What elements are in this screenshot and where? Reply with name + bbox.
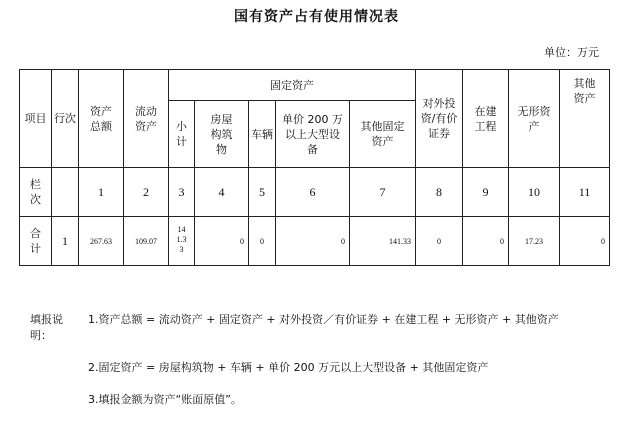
column-number-cell: 8 bbox=[416, 168, 463, 217]
header-total: 资产总额 bbox=[79, 70, 124, 168]
header-vehicles: 车辆 bbox=[249, 101, 276, 168]
note-item-1: 1.资产总额 = 流动资产 + 固定资产 + 对外投资／有价证券 + 在建工程 + 无形资产 + 其他资产 bbox=[88, 313, 559, 326]
value-buildings: 0 bbox=[195, 217, 249, 266]
header-construction: 在建工程 bbox=[463, 70, 509, 168]
page-title: 国有资产占有使用情况表 bbox=[234, 9, 399, 25]
unit-label: 单位：万元 bbox=[544, 46, 599, 59]
header-buildings: 房屋构筑物 bbox=[195, 101, 249, 168]
total-row bbox=[20, 217, 610, 266]
column-number-row bbox=[20, 168, 610, 217]
header-line: 行次 bbox=[52, 70, 79, 168]
column-number-cell bbox=[52, 168, 79, 217]
column-number-cell: 4 bbox=[195, 168, 249, 217]
value-total-assets: 267.63 bbox=[79, 217, 124, 266]
column-number-cell: 2 bbox=[124, 168, 169, 217]
value-construction: 0 bbox=[463, 217, 509, 266]
value-intangible: 17.23 bbox=[509, 217, 560, 266]
value-equipment: 0 bbox=[276, 217, 350, 266]
header-fixed-subtotal: 小计 bbox=[169, 101, 195, 168]
header-current: 流动资产 bbox=[124, 70, 169, 168]
asset-table bbox=[19, 69, 610, 266]
header-fixed: 固定资产 bbox=[169, 70, 416, 101]
header-item: 项目 bbox=[20, 70, 52, 168]
header-other: 其他资产 bbox=[560, 70, 610, 168]
header-intangible: 无形资产 bbox=[509, 70, 560, 168]
column-number-cell: 7 bbox=[350, 168, 416, 217]
note-item-2: 2.固定资产 = 房屋构筑物 + 车辆 + 单价 200 万元以上大型设备 + 其他固定资产 bbox=[88, 361, 489, 374]
column-number-cell: 11 bbox=[560, 168, 610, 217]
column-number-cell: 1 bbox=[79, 168, 124, 217]
value-vehicles: 0 bbox=[249, 217, 276, 266]
value-other-assets: 0 bbox=[560, 217, 610, 266]
header-other-fixed: 其他固定资产 bbox=[350, 101, 416, 168]
column-number-cell: 3 bbox=[169, 168, 195, 217]
column-row-label: 栏次 bbox=[20, 168, 52, 217]
column-number-cell: 10 bbox=[509, 168, 560, 217]
column-number-cell: 6 bbox=[276, 168, 350, 217]
total-line-number: 1 bbox=[52, 217, 79, 266]
note-item-3: 3.填报金额为资产“账面原值”。 bbox=[88, 393, 242, 406]
value-current-assets: 109.07 bbox=[124, 217, 169, 266]
header-equipment: 单价 200 万以上大型设备 bbox=[276, 101, 350, 168]
column-number-cell: 9 bbox=[463, 168, 509, 217]
total-row-label: 合计 bbox=[20, 217, 52, 266]
column-number-cell: 5 bbox=[249, 168, 276, 217]
header-investment: 对外投资/有价证券 bbox=[416, 70, 463, 168]
value-fixed-subtotal: 141.33 bbox=[169, 217, 195, 266]
value-investment: 0 bbox=[416, 217, 463, 266]
value-other-fixed: 141.33 bbox=[350, 217, 416, 266]
notes-label: 填报说明： bbox=[30, 313, 63, 342]
